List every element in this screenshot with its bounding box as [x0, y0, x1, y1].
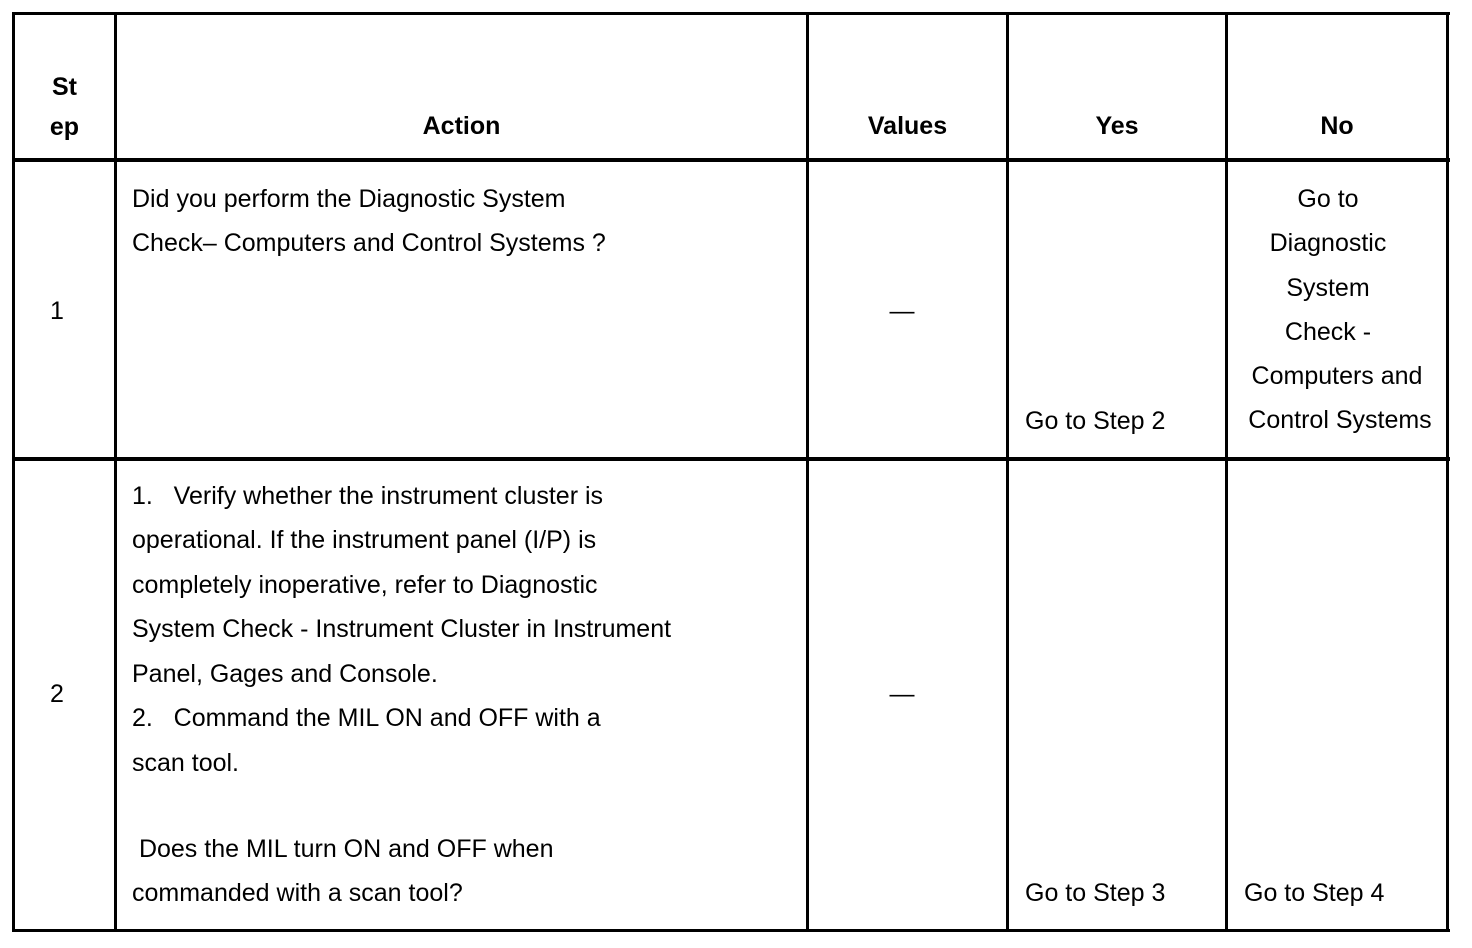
header-step-line-1: St	[52, 73, 77, 101]
no-text-line: Computers and	[1251, 362, 1423, 390]
action-text-line: operational. If the instrument panel (I/P) is	[132, 526, 597, 554]
values-dash: —	[889, 680, 915, 708]
column-divider-action	[806, 12, 809, 932]
no-text-line: Check -	[1284, 318, 1372, 346]
no-text-line: Diagnostic	[1269, 229, 1387, 257]
no-text-line: System	[1286, 274, 1370, 302]
action-text-line: Panel, Gages and Console.	[132, 660, 438, 688]
column-divider-values	[1006, 12, 1009, 932]
step-number: 1	[50, 297, 64, 325]
action-text-line: commanded with a scan tool?	[132, 879, 463, 907]
column-divider-yes	[1225, 12, 1228, 932]
action-text-line: Did you perform the Diagnostic System	[132, 185, 566, 213]
values-dash: —	[889, 297, 915, 325]
action-text-line: 1. Verify whether the instrument cluster is	[132, 482, 604, 510]
action-text-line: completely inoperative, refer to Diagnostic	[132, 571, 598, 599]
row-divider	[12, 457, 1450, 461]
header-action: Action	[422, 112, 501, 140]
header-values: Values	[867, 112, 948, 140]
no-text-line: Control Systems	[1248, 406, 1432, 434]
table-border-right	[1446, 12, 1449, 932]
action-text-line: Does the MIL turn ON and OFF when	[132, 835, 554, 863]
table-border-top	[12, 12, 1450, 15]
action-text-line: scan tool.	[132, 749, 240, 777]
header-divider	[12, 158, 1450, 162]
no-link[interactable]: Go to Step 4	[1244, 879, 1385, 907]
action-text-line: System Check - Instrument Cluster in Instrument	[132, 615, 672, 643]
table-border-bottom	[12, 929, 1450, 932]
table-border-left	[12, 12, 15, 932]
no-text-line: Go to	[1297, 185, 1359, 213]
action-text-line: Check– Computers and Control Systems ?	[132, 229, 606, 257]
header-step-line-2: ep	[49, 113, 80, 141]
yes-link[interactable]: Go to Step 3	[1025, 879, 1166, 907]
column-divider-step	[114, 12, 117, 932]
header-yes: Yes	[1095, 112, 1139, 140]
header-no: No	[1320, 112, 1354, 140]
action-text-line: 2. Command the MIL ON and OFF with a	[132, 704, 601, 732]
step-number: 2	[50, 680, 64, 708]
yes-link[interactable]: Go to Step 2	[1025, 407, 1166, 435]
